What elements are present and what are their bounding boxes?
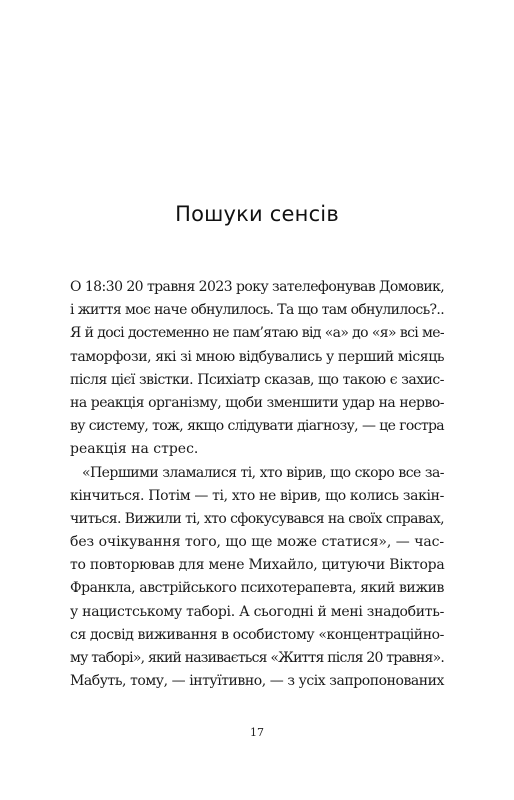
text-line: у нацистському таборі. А сьогодні й мені знадобить- xyxy=(70,603,444,620)
text-line: на реакція організму, щоби зменшити удар на нерво- xyxy=(70,394,444,411)
text-line: кінчиться. Потім — ті, хто не вірив, що колись закін- xyxy=(70,487,444,504)
text-line: без очікування того, що ще може статися», — час- xyxy=(70,534,444,551)
text-line: ся досвід виживання в особистому «концентраційно- xyxy=(70,626,444,643)
paragraph-1 xyxy=(70,276,444,462)
text-line: «Першими зламалися ті, хто вірив, що скоро все за- xyxy=(82,464,444,481)
text-line: Франкла, австрійського психотерапевта, який вижив xyxy=(70,580,444,597)
chapter-title: Пошуки сенсів xyxy=(175,202,339,226)
text-line: Мабуть, тому, — інтуїтивно, — з усіх запропонованих xyxy=(70,673,444,690)
text-line: Я й досі достеменно не пам’ятаю від «а» до «я» всі ме- xyxy=(70,325,444,342)
text-line: то повторював для мене Михайло, цитуючи Віктора xyxy=(70,557,445,574)
text-line: му таборі», який називається «Життя після 20 травня». xyxy=(70,650,444,666)
page-number: 17 xyxy=(250,726,264,739)
body-text xyxy=(70,276,444,693)
text-line: після цієї звістки. Психіатр сказав, що такою є захис- xyxy=(70,371,444,388)
paragraph-2 xyxy=(70,462,444,694)
text-line: і життя моє наче обнулилось. Та що там обнулилось?.. xyxy=(70,302,444,319)
text-line: ву систему, тож, якщо слідувати діагнозу, — це гостра xyxy=(70,418,444,435)
text-line: таморфози, які зі мною відбувались у перший місяць xyxy=(70,348,445,365)
text-line: реакція на стрес. xyxy=(70,441,199,458)
text-line: О 18:30 20 травня 2023 року зателефонував Домовик, xyxy=(70,279,445,295)
text-line: читься. Вижили ті, хто сфокусувався на своїх справах, xyxy=(70,510,444,527)
